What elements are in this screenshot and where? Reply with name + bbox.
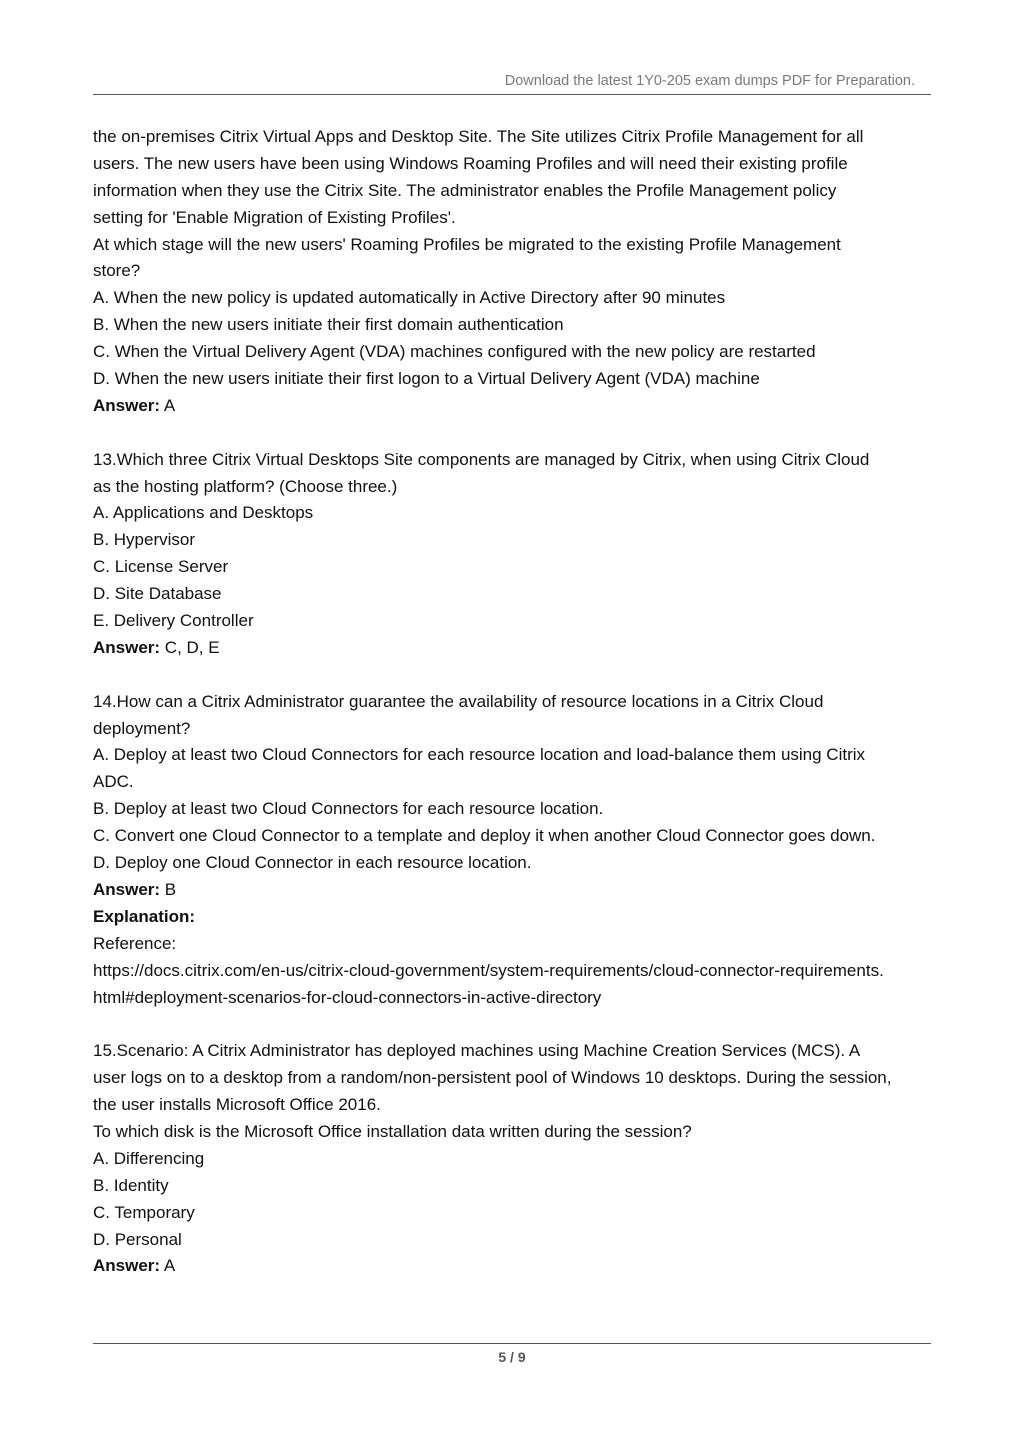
answer-value: A <box>160 395 176 415</box>
answer-label: Answer: <box>93 1256 161 1276</box>
answer-line <box>93 1253 943 1280</box>
page-footer <box>93 1343 931 1365</box>
spacer <box>93 662 943 689</box>
answer-line <box>93 877 943 904</box>
answer-option: D. Site Database <box>93 584 222 604</box>
question-text-line: To which disk is the Microsoft Office installation data written during the session? <box>93 1121 692 1141</box>
question-14 <box>93 689 943 1012</box>
question-text-line: as the hosting platform? (Choose three.) <box>93 476 398 496</box>
header-text: Download the latest 1Y0-205 exam dumps PDF for Preparation. <box>504 73 915 89</box>
answer-line <box>93 635 943 662</box>
question-15 <box>93 1038 943 1280</box>
answer-option: B. When the new users initiate their first domain authentication <box>93 315 564 335</box>
answer-option: C. When the Virtual Delivery Agent (VDA) machines configured with the new policy are restarted <box>93 342 816 362</box>
answer-value: C, D, E <box>160 637 220 657</box>
answer-option: A. Differencing <box>93 1148 205 1168</box>
answer-option: A. Deploy at least two Cloud Connectors for each resource location and load-balance them using Citrix <box>93 745 866 765</box>
answer-option: D. Deploy one Cloud Connector in each resource location. <box>93 853 532 873</box>
answer-value: A <box>160 1256 176 1276</box>
answer-value: B <box>160 879 177 899</box>
answer-option: ADC. <box>93 772 134 792</box>
answer-option: C. Temporary <box>93 1202 195 1222</box>
answer-option: A. When the new policy is updated automatically in Active Directory after 90 minutes <box>93 288 726 308</box>
question-text-line: 15.Scenario: A Citrix Administrator has deployed machines using Machine Creation Services (MCS). A <box>93 1041 861 1061</box>
question-text-line: users. The new users have been using Windows Roaming Profiles and will need their existing profile <box>93 153 848 173</box>
answer-option: B. Deploy at least two Cloud Connectors for each resource location. <box>93 799 604 819</box>
answer-label: Answer: <box>93 395 161 415</box>
answer-line <box>93 393 943 420</box>
question-12 <box>93 124 943 420</box>
answer-label: Answer: <box>93 637 161 657</box>
answer-option: D. When the new users initiate their first logon to a Virtual Delivery Agent (VDA) machine <box>93 369 760 389</box>
page-content <box>93 124 943 1280</box>
answer-option: E. Delivery Controller <box>93 611 254 631</box>
question-text-line: At which stage will the new users' Roaming Profiles be migrated to the existing Profile Management <box>93 234 841 254</box>
spacer <box>93 420 943 447</box>
question-text-line: user logs on to a desktop from a random/non-persistent pool of Windows 10 desktops. During the session, <box>93 1068 892 1088</box>
question-text-line: store? <box>93 261 141 281</box>
question-text-line: the user installs Microsoft Office 2016. <box>93 1095 381 1115</box>
answer-option: C. Convert one Cloud Connector to a template and deploy it when another Cloud Connector goes down. <box>93 826 876 846</box>
question-text-line: the on-premises Citrix Virtual Apps and Desktop Site. The Site utilizes Citrix Profile Management for all <box>93 127 864 146</box>
explanation-label: Explanation: <box>93 906 196 926</box>
reference-url-line: html#deployment-scenarios-for-cloud-connectors-in-active-directory <box>93 987 602 1007</box>
question-text-line: information when they use the Citrix Site. The administrator enables the Profile Management policy <box>93 180 837 200</box>
answer-option: B. Hypervisor <box>93 530 196 550</box>
question-text-line: setting for 'Enable Migration of Existing Profiles'. <box>93 207 456 227</box>
question-text-line: deployment? <box>93 718 191 738</box>
answer-label: Answer: <box>93 879 161 899</box>
question-text-line: 14.How can a Citrix Administrator guarantee the availability of resource locations in a Citrix Cloud <box>93 691 824 711</box>
reference-label: Reference: <box>93 933 177 953</box>
question-13 <box>93 447 943 662</box>
question-text-line: 13.Which three Citrix Virtual Desktops Site components are managed by Citrix, when using Citrix Cloud <box>93 449 870 469</box>
reference-url-line: https://docs.citrix.com/en-us/citrix-cloud-government/system-requirements/cloud-connector-requirements. <box>93 960 884 980</box>
answer-option: D. Personal <box>93 1229 182 1249</box>
spacer <box>93 1011 943 1038</box>
page-number: 5 / 9 <box>498 1349 526 1365</box>
answer-option: A. Applications and Desktops <box>93 503 314 523</box>
page-header <box>93 0 931 95</box>
answer-option: B. Identity <box>93 1175 169 1195</box>
answer-option: C. License Server <box>93 557 229 577</box>
